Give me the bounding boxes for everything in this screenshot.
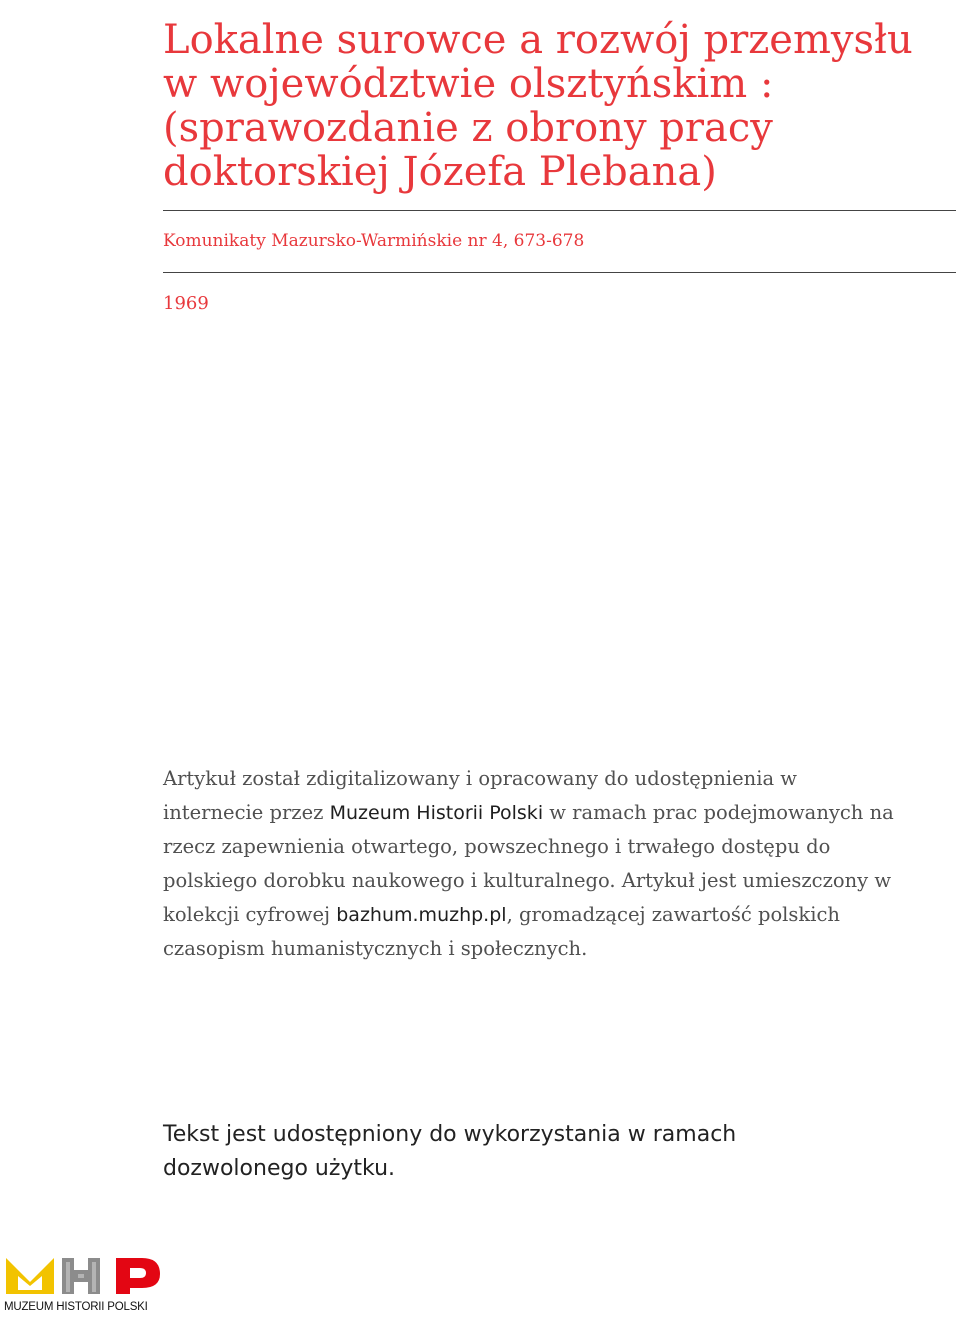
museum-name-link[interactable]: Muzeum Historii Polski [329, 802, 544, 824]
notice-text-1: Artykuł został zdigitalizowany i opracowany do udostępnienia w internecie przez [163, 767, 797, 824]
divider-top [163, 210, 956, 211]
museum-logo [4, 1254, 174, 1318]
digitization-notice [163, 762, 903, 966]
notice-text-2: w ramach prac podejmowanych na rzecz zapewnienia otwartego, powszechnego i trwałego dostępu do polskiego dorobku naukowego i kulturalnego. Artykuł jest umieszczony w kolekcji cyfrowej [163, 801, 894, 926]
museum-logo-icon [4, 1254, 164, 1300]
notice-text-3: , gromadzącej zawartość polskich czasopism humanistycznych i społecznych. [163, 903, 840, 960]
divider-bottom [163, 272, 956, 273]
publication-year: 1969 [163, 293, 209, 314]
museum-logo-text: MUZEUM HISTORII POLSKI [4, 1301, 148, 1313]
journal-citation: Komunikaty Mazursko-Warmińskie nr 4, 673-678 [163, 231, 585, 251]
license-statement: Tekst jest udostępniony do wykorzystania w ramach dozwolonego użytku. [163, 1122, 737, 1181]
article-title: Lokalne surowce a rozwój przemysłu w województwie olsztyńskim : (sprawozdanie z obrony pracy doktorskiej Józefa Plebana) [163, 17, 913, 195]
bazhum-site-link[interactable]: bazhum.muzhp.pl [336, 904, 507, 926]
